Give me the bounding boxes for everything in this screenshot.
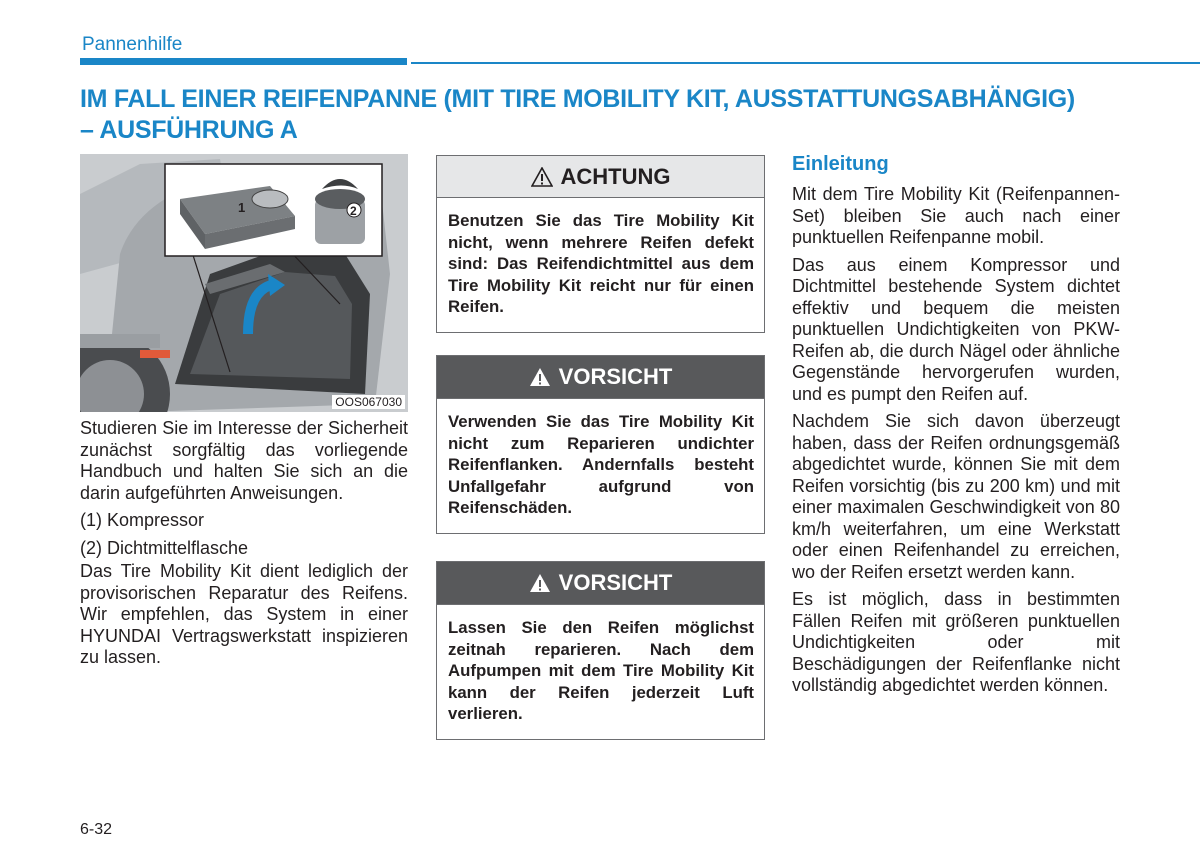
notice-heading-text: VORSICHT [558,364,673,389]
notice-vorsicht-1 [436,355,765,534]
callout-2: 2 [350,204,357,218]
figure-code: OOS067030 [332,395,405,409]
right-paragraph: Mit dem Tire Mobility Kit (Reifenpannen- Set) bleiben Sie auch nach einer punktuellen Reifenpanne mobil. [792,184,1120,247]
left-item-compressor: (1) Kompressor [80,510,205,530]
left-item-sealant-bottle: (2) Dichtmittelflasche [80,537,249,558]
left-column [80,418,408,675]
page-title-line-1: IM FALL EINER REIFENPANNE (MIT TIRE MOBILITY KIT, AUSSTATTUNGSABHÄNGIG) [80,85,1075,113]
notice-heading-text: VORSICHT [558,570,673,595]
notice-vorsicht-2 [436,561,765,740]
notice-heading [437,356,764,399]
notice-text: Verwenden Sie das Tire Mobility Kit nicht zum Reparieren undichter Reifenflanken. Andernfalls besteht Unfallgefahr aufgrund von Reifenschäden. [448,412,754,517]
warning-filled-icon [529,367,551,387]
right-column [792,184,1120,703]
left-paragraph-intro: Studieren Sie im Interesse der Sicherheit zunächst sorgfältig das vorliegende Handbuch und halten Sie sich an die darin aufgeführten Anweisungen. [80,418,408,503]
right-paragraph: Das aus einem Kompressor und Dichtmittel bestehende System dichtet effektiv und bequem die meisten punktuellen Undichtigkeiten von PKW-Reifen ab, die durch Nägel oder ähnliche Gegenstände hervorgerufen wurden, und es pumpt den Reifen auf. [792,254,1120,404]
notice-text: Lassen Sie den Reifen möglichst zeitnah reparieren. Nach dem Aufpumpen mit dem Tire Mobility Kit kann der Reifen jederzeit Luft verlieren. [448,618,754,723]
notice-heading [437,562,764,605]
page-number: 6-32 [80,821,113,838]
warning-outline-icon [531,167,553,187]
notice-heading-text: ACHTUNG [560,163,671,189]
car-trunk-drawing [80,154,408,412]
page-title-line-2: – AUSFÜHRUNG A [80,116,298,144]
notice-text: Benutzen Sie das Tire Mobility Kit nicht, wenn mehrere Reifen defekt sind: Das Reifendichtmittel aus dem Tire Mobility Kit reicht nur für einen Reifen. [448,211,754,316]
tire-mobility-kit-illustration [80,154,408,412]
warning-filled-icon [529,573,551,593]
notice-heading [437,156,764,198]
section-heading-einleitung: Einleitung [792,153,889,175]
section-label: Pannenhilfe [82,34,183,55]
header-rule-thick [80,58,407,65]
notice-achtung [436,155,765,333]
header-rule-thin [411,62,1200,64]
page-title [80,84,1180,146]
right-paragraph: Nachdem Sie sich davon überzeugt haben, dass der Reifen ordnungsgemäß abgedichtet wurde, können Sie mit dem Reifen vorsichtig (bis zu 200 km) und mit einer maximalen Geschwindigkeit von 80 km/h weiterfahren, um eine Werkstatt oder einen Reifenhandel zu erreichen, wo der Reifen ersetzt werden kann. [792,411,1120,582]
right-paragraph: Es ist möglich, dass in bestimmten Fällen Reifen mit größeren punktuellen Undichtigkeiten oder mit Beschädigungen der Reifenflanke nicht vollständig abgedichtet werden können. [792,589,1120,695]
callout-1: 1 [238,200,246,215]
left-paragraph-purpose: Das Tire Mobility Kit dient lediglich der provisorischen Reparatur des Reifens. Wir empfehlen, das System in einer HYUNDAI Vertragswerkstatt inspizieren zu lassen. [80,561,408,667]
